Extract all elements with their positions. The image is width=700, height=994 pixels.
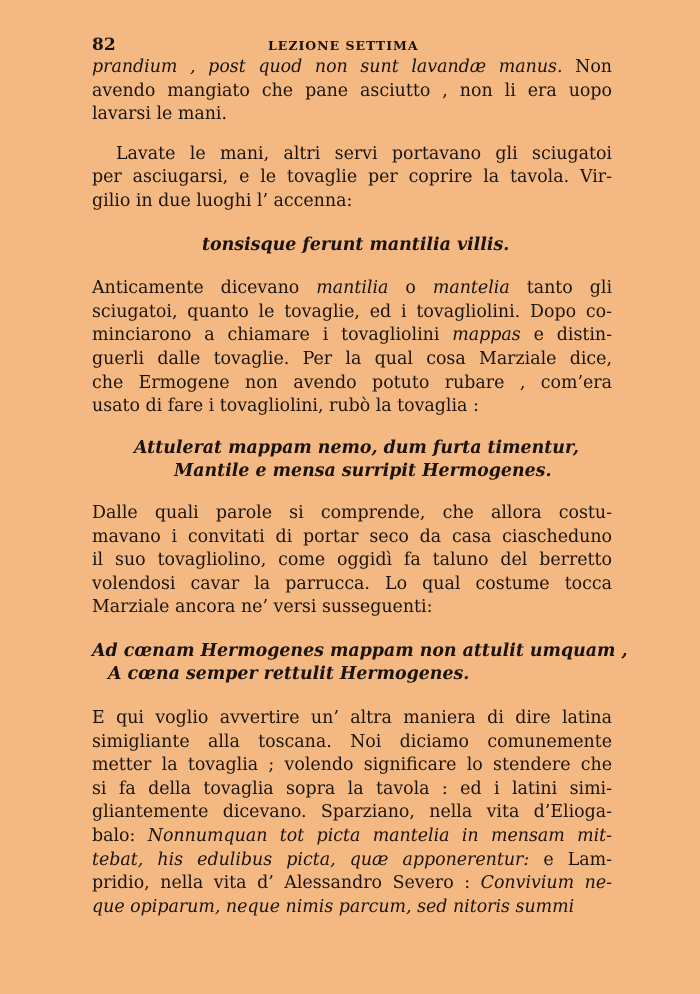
verse-line: A cœna semper rettulit Hermogenes.	[108, 664, 470, 685]
text-run: e Lam-	[529, 849, 612, 870]
text-run: si fa della tovaglia sopra la tavola : ed i latini simi-	[92, 778, 612, 799]
text-run: prandium , post quod non sunt lavandæ manus.	[92, 57, 563, 77]
verse-line: tonsisque ferunt mantilia villis.	[202, 234, 510, 255]
text-run: per asciugarsi, e le tovaglie per coprire la tavola. Vir-	[92, 167, 612, 188]
text-line	[92, 573, 612, 597]
text-run: Non	[562, 57, 612, 77]
text-run: Convivium ne-	[480, 873, 612, 894]
text-run: volendosi cavar la parrucca. Lo qual costume tocca	[92, 573, 612, 594]
text-run: mantelia	[432, 278, 510, 299]
running-head	[92, 34, 612, 56]
text-line	[92, 395, 612, 419]
text-run: mappas	[452, 325, 521, 346]
paragraph-2	[92, 143, 612, 214]
text-line	[92, 502, 612, 526]
text-run: Anticamente dicevano	[92, 278, 317, 299]
text-line	[92, 277, 612, 301]
quotation-3	[92, 640, 628, 687]
text-line	[92, 166, 612, 190]
text-run: e distin-	[520, 325, 613, 346]
text-run: usato di fare i tovagliolini, rubò la tovaglia :	[92, 396, 479, 417]
text-run: o	[388, 278, 433, 299]
text-line	[92, 56, 612, 80]
text-run: il suo tovagliolino, come oggidì fa taluno del berretto	[92, 550, 612, 571]
text-line	[92, 754, 612, 778]
text-run: Lavate le mani, altri servi portavano gli sciugatoi	[116, 143, 612, 164]
text-run: que opiparum, neque nimis parcum, sed nitoris summi	[92, 896, 575, 917]
text-run: sciugatoi, quanto le tovaglie, ed i tovagliolini. Dopo co-	[92, 301, 612, 322]
text-run: simigliante alla toscana. Noi diciamo comunemente	[92, 731, 612, 752]
text-line	[92, 731, 612, 755]
text-run: balo:	[92, 826, 148, 847]
text-run: lavarsi le mani.	[92, 104, 227, 125]
verse-line: Ad cœnam Hermogenes mappam non attulit umquam ,	[92, 640, 628, 661]
text-run: avendo mangiato che pane asciutto , non li era uopo	[92, 80, 612, 101]
paragraph-5	[92, 707, 612, 919]
text-line	[92, 526, 612, 550]
text-run: gliantemente dicevano. Sparziano, nella vita d’Elioga-	[92, 802, 612, 823]
text-line	[92, 801, 612, 825]
verse-line: Attulerat mappam nemo, dum furta timentur,	[134, 437, 579, 458]
page-number: 82	[92, 35, 116, 55]
text-line	[92, 80, 612, 104]
paragraph-1	[92, 56, 612, 127]
text-run: Marziale ancora ne’ versi susseguenti:	[92, 597, 433, 618]
text-run: mavano i convitati di portar seco da casa ciascheduno	[92, 526, 612, 547]
text-line	[92, 143, 612, 167]
text-line	[92, 596, 612, 620]
verse-line: Mantile e mensa surripit Hermogenes.	[174, 461, 552, 482]
text-line	[92, 190, 612, 214]
paragraph-3	[92, 277, 612, 419]
text-line	[92, 549, 612, 573]
text-line	[92, 301, 612, 325]
text-run: Nonnumquan tot picta mantelia in mensam mit-	[147, 826, 613, 847]
paragraph-4	[92, 502, 612, 620]
text-run: pridio, nella vita d’ Alessandro Severo :	[92, 873, 481, 894]
text-run: E qui voglio avvertire un’ altra maniera di dire latina	[92, 708, 612, 729]
text-line	[92, 778, 612, 802]
text-run: Dalle quali parole si comprende, che allora costu-	[92, 502, 612, 523]
text-line	[92, 896, 612, 920]
text-line	[92, 372, 612, 396]
text-line	[92, 849, 612, 873]
text-run: guerli dalle tovaglie. Per la qual cosa Marziale dice,	[92, 348, 612, 369]
text-line	[92, 103, 612, 127]
text-line	[92, 825, 612, 849]
text-run: tebat, his edulibus picta, quæ apponerentur:	[92, 849, 530, 870]
text-line	[92, 324, 612, 348]
text-run: che Ermogene non avendo potuto rubare , com’era	[92, 372, 612, 393]
text-run: gilio in due luoghi l’ accenna:	[92, 190, 353, 211]
text-run: minciarono a chiamare i tovagliolini	[92, 325, 453, 346]
quotation-2	[92, 437, 612, 484]
quotation-1	[92, 234, 612, 258]
text-line	[92, 348, 612, 372]
text-run: tanto gli	[509, 278, 612, 299]
text-line	[92, 707, 612, 731]
text-run: metter la tovaglia ; volendo significare lo stendere che	[92, 755, 612, 776]
text-run: mantilia	[316, 278, 389, 299]
running-title: LEZIONE SETTIMA	[268, 38, 419, 53]
text-line	[92, 872, 612, 896]
